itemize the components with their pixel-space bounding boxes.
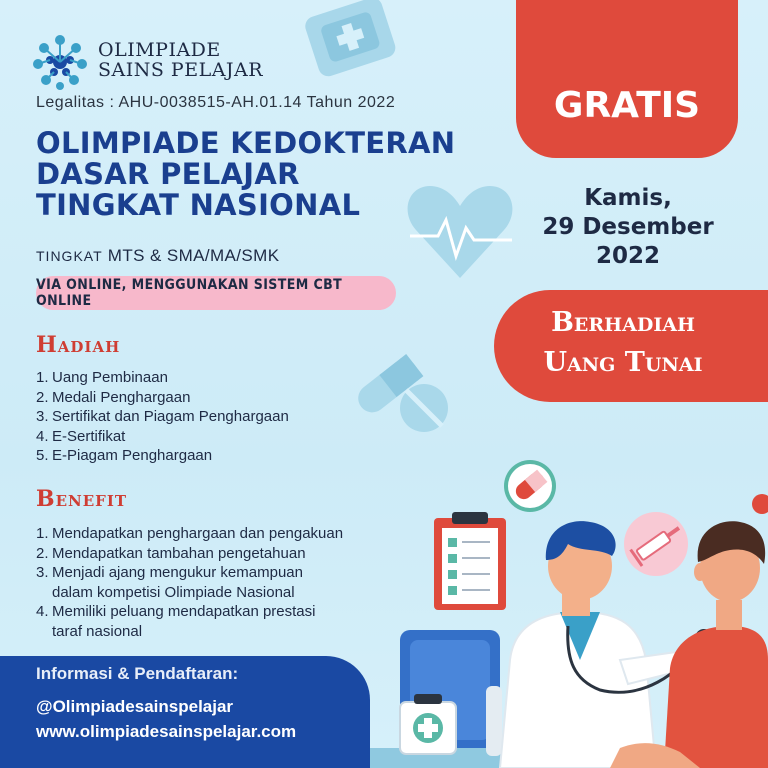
syringe-badge-icon <box>624 512 688 576</box>
info-label: Informasi & Pendaftaran: <box>36 664 239 683</box>
date-day: Kamis, <box>584 185 672 211</box>
hadiah-list <box>36 368 289 466</box>
first-aid-kit-icon <box>400 694 456 754</box>
title-line-1: OLIMPIADE KEDOKTERAN <box>36 126 456 160</box>
legality-text: Legalitas : AHU-0038515-AH.01.14 Tahun 2022 <box>36 94 396 111</box>
tablet-pill-icon <box>400 384 448 432</box>
event-date <box>528 184 728 271</box>
list-item: 4. E-Sertifikat <box>36 427 126 445</box>
gratis-badge: GRATIS <box>516 0 738 158</box>
list-item: 1. Mendapatkan penghargaan dan pengakuan <box>36 525 344 542</box>
benefit-list <box>36 524 343 641</box>
prize-line-1: Berhadiah <box>551 307 695 338</box>
online-mode-pill: VIA ONLINE, MENGGUNAKAN SISTEM CBT ONLINE <box>36 276 396 310</box>
title-line-3: TINGKAT NASIONAL <box>36 188 361 222</box>
benefit-title: Benefit <box>36 486 127 512</box>
prize-line-2: Uang Tunai <box>543 347 703 378</box>
title-line-2: DASAR PELAJAR <box>36 157 300 191</box>
list-item: 1. Uang Pembinaan <box>36 369 168 386</box>
main-title <box>36 128 486 221</box>
date-year: 2022 <box>595 243 660 269</box>
network-logo-icon <box>30 32 90 92</box>
prize-banner <box>494 290 768 402</box>
logo-text <box>98 40 263 80</box>
instagram-handle[interactable]: @Olimpiadesainspelajar <box>36 697 234 716</box>
list-item: 4. Memiliki peluang mendapatkan prestasi taraf nasional <box>36 603 316 640</box>
logo-line-2: SAINS PELAJAR <box>98 59 264 81</box>
info-box <box>0 656 370 768</box>
list-item: 2. Medali Penghargaan <box>36 388 191 406</box>
capsule-badge-icon <box>504 460 556 512</box>
date-date: 29 Desember <box>542 214 714 240</box>
level-value: MTS & SMA/MA/SMK <box>107 246 280 265</box>
list-item: 2. Mendapatkan tambahan pengetahuan <box>36 544 306 562</box>
list-item: 3. Menjadi ajang mengukur kemampuan dalam kompetisi Olimpiade Nasional <box>36 564 303 601</box>
website-link[interactable]: www.olimpiadesainspelajar.com <box>36 722 297 741</box>
logo-line-1: OLIMPIADE <box>98 39 221 61</box>
clipboard-checklist-icon <box>434 512 506 610</box>
list-item: 3. Sertifikat dan Piagam Penghargaan <box>36 408 289 425</box>
level-text <box>36 246 279 266</box>
hadiah-title: Hadiah <box>36 332 121 358</box>
bandage-icon <box>303 0 398 79</box>
list-item: 5. E-Piagam Penghargaan <box>36 447 213 464</box>
level-prefix: TINGKAT <box>36 248 103 264</box>
